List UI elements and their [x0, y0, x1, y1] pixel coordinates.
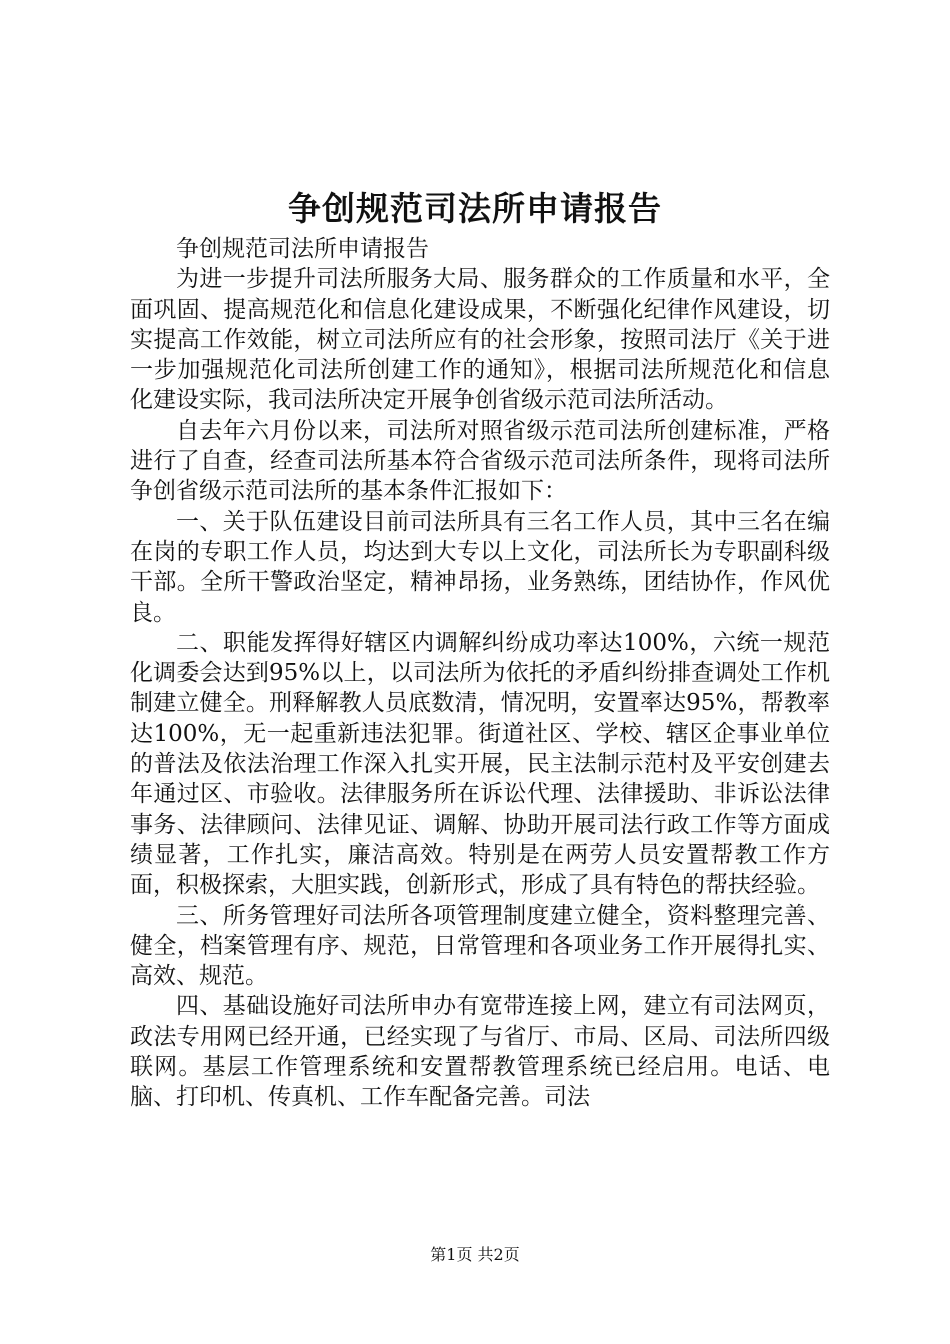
paragraph-management: 三、所务管理好司法所各项管理制度建立健全，资料整理完善、健全，档案管理有序、规范，日常管理和各项业务工作开展得扎实、高效、规范。 [130, 902, 830, 990]
paragraph-team-building: 一、关于队伍建设目前司法所具有三名工作人员，其中三名在编在岗的专职工作人员，均达到大专以上文化，司法所长为专职副科级干部。全所干警政治坚定，精神昂扬，业务熟练，团结协作，作风优良。 [130, 508, 830, 626]
paragraph-infrastructure: 四、基础设施好司法所申办有宽带连接上网，建立有司法网页，政法专用网已经开通，已经实现了与省厅、市局、区局、司法所四级联网。基层工作管理系统和安置帮教管理系统已经启用。电话、电脑、打印机、传真机、工作车配备完善。司法 [130, 993, 830, 1111]
document-body [130, 234, 830, 1113]
page-footer: 第1页 共2页 [430, 1245, 520, 1264]
paragraph-self-check: 自去年六月份以来，司法所对照省级示范司法所创建标准，严格进行了自查，经查司法所基本符合省级示范司法所条件，现将司法所争创省级示范司法所的基本条件汇报如下： [130, 417, 830, 505]
paragraph-subtitle: 争创规范司法所申请报告 [176, 236, 429, 262]
document-title: 争创规范司法所申请报告 [288, 189, 662, 228]
paragraph-intro: 为进一步提升司法所服务大局、服务群众的工作质量和水平，全面巩固、提高规范化和信息化建设成果，不断强化纪律作风建设，切实提高工作效能，树立司法所应有的社会形象，按照司法厅《关于进一步加强规范化司法所创建工作的通知》，根据司法所规范化和信息化建设实际，我司法所决定开展争创省级示范司法所活动。 [130, 266, 830, 414]
paragraph-function: 二、职能发挥得好辖区内调解纠纷成功率达100%，六统一规范化调委会达到95%以上，以司法所为依托的矛盾纠纷排查调处工作机制建立健全。刑释解教人员底数清，情况明，安置率达95%，帮教率达100%，无一起重新违法犯罪。街道社区、学校、辖区企事业单位的普法及依法治理工作深入扎实开展，民主法制示范村及平安创建去年通过区、市验收。法律服务所在诉讼代理、法律援助、非诉讼法律事务、法律顾问、法律见证、调解、协助开展司法行政工作等方面成绩显著，工作扎实，廉洁高效。特别是在两劳人员安置帮教工作方面，积极探索，大胆实践，创新形式，形成了具有特色的帮扶经验。 [130, 629, 830, 899]
